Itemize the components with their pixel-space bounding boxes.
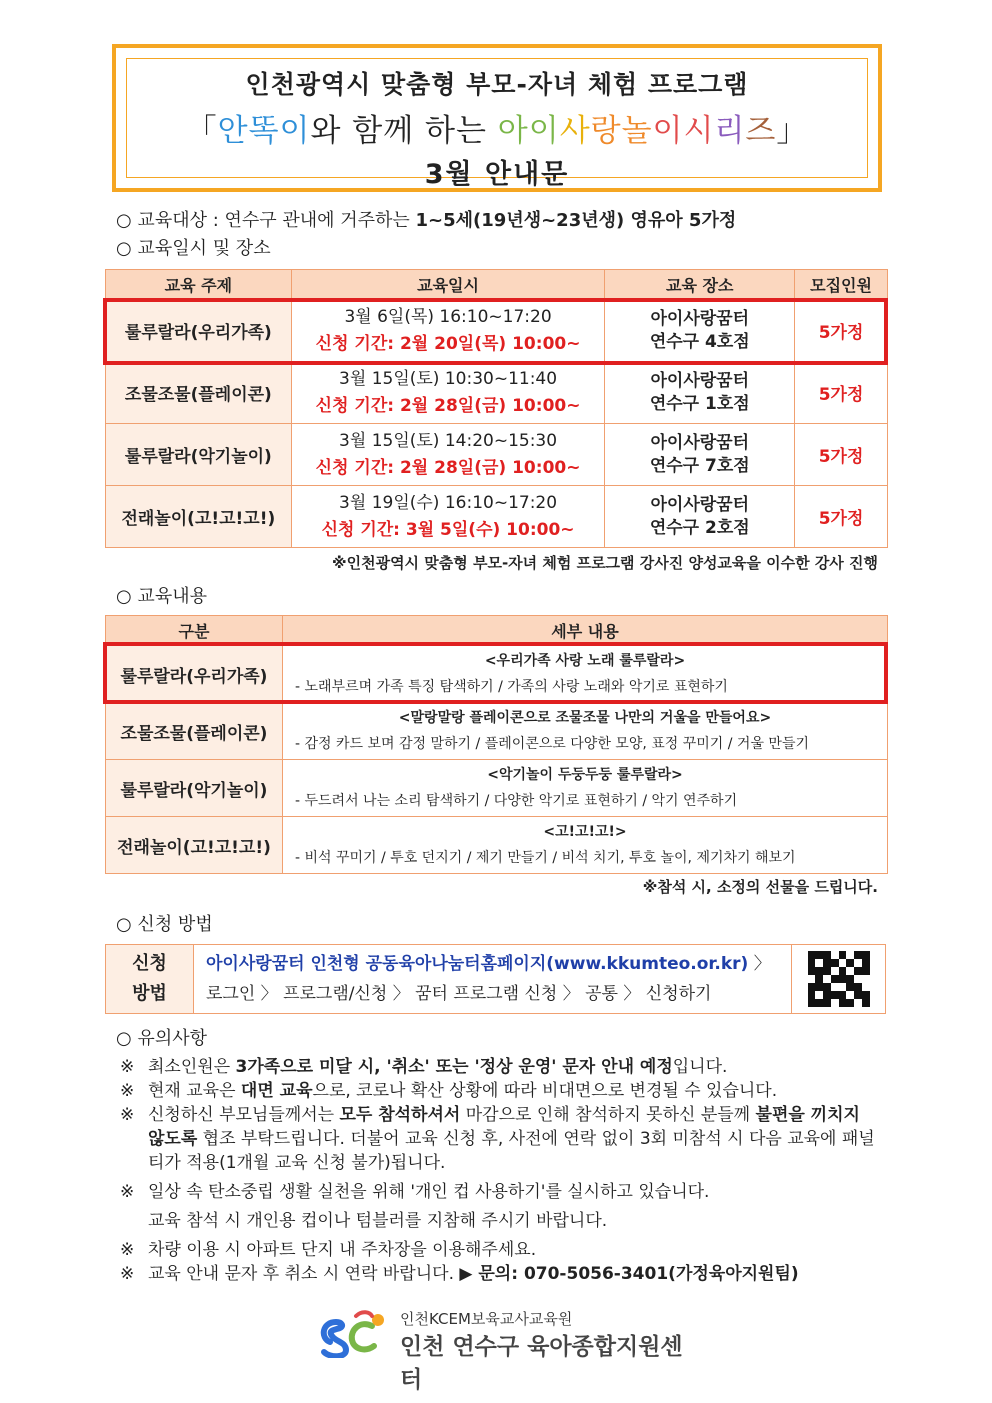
caution-text-bold: 대면 교육	[240, 1081, 313, 1101]
caution-text-part: 교육 안내 문자 후 취소 시 연락 바랍니다.	[148, 1264, 460, 1284]
table-row	[106, 362, 888, 424]
schedule-place-name: 아이사랑꿈터	[650, 494, 750, 515]
title-rainbow-char: 아	[497, 113, 529, 149]
content-detail-cell	[283, 817, 888, 874]
caution-text: 차량 이용 시 아파트 단지 내 주차장을 이용해주세요.	[148, 1240, 537, 1260]
caution-text	[148, 1262, 880, 1286]
schedule-date-cell	[291, 424, 605, 486]
title-close-bracket: 」	[776, 113, 809, 149]
table-row	[106, 703, 888, 760]
note-mark: ※	[120, 1182, 135, 1202]
schedule-header-place: 교육 장소	[605, 270, 795, 300]
title-open-bracket: 「	[185, 113, 218, 149]
qr-code-icon[interactable]	[808, 951, 870, 1007]
apply-line2: 로그인 〉 프로그램/신청 〉 꿈터 프로그램 신청 〉 공통 〉 신청하기	[206, 984, 712, 1004]
list-item	[120, 1209, 880, 1233]
apply-instructions	[194, 945, 792, 1014]
center-logo-icon	[316, 1308, 388, 1358]
title-mascot-name: 안똑이	[217, 113, 311, 149]
content-header-category: 구분	[106, 616, 283, 646]
title-line1: 인천광역시 맞춤형 부모-자녀 체험 프로그램	[245, 70, 749, 99]
target-line	[116, 206, 736, 232]
schedule-date: 3월 15일(토) 14:20~15:30	[339, 430, 558, 451]
content-header-detail: 세부 내용	[283, 616, 888, 646]
list-item	[120, 1055, 880, 1079]
caution-text-part: 협조 부탁드립니다. 더불어 교육 신청 후, 사전에 연락 없이 3회 미참석 시 다음 교육에 패널티가 적용(1개월 교육 신청 불가)됩니다.	[148, 1129, 875, 1173]
note-mark: ※	[120, 1240, 135, 1260]
content-header-row	[106, 616, 888, 646]
schedule-date: 3월 15일(토) 10:30~11:40	[339, 368, 558, 389]
schedule-place-branch: 연수구 2호점	[649, 517, 750, 538]
caution-text-part: 으로, 코로나 확산 상황에 따라 비대면으로 변경될 수 있습니다.	[312, 1081, 778, 1101]
highlight-box-schedule	[103, 298, 888, 365]
schedule-apply-period: 신청 기간: 2월 28일(금) 10:00~	[315, 457, 581, 478]
note-mark: ※	[120, 1105, 135, 1125]
content-topic: 룰루랄라(우리가족)	[106, 646, 283, 703]
schedule-header-count: 모집인원	[795, 270, 888, 300]
schedule-place-branch: 연수구 4호점	[649, 331, 750, 352]
schedule-topic: 조물조물(플레이콘)	[106, 362, 292, 424]
title-box	[112, 44, 882, 192]
content-note: ※참석 시, 소정의 선물을 드립니다.	[642, 878, 878, 896]
apply-label-line2: 방법	[132, 983, 167, 1004]
schedule-count: 5가정	[795, 362, 888, 424]
schedule-place-name: 아이사랑꿈터	[650, 308, 750, 329]
contact-info: ▶ 문의: 070-5056-3401(가정육아지원팀)	[459, 1264, 799, 1284]
caution-text	[148, 1055, 880, 1079]
title-rainbow-char: 랑	[590, 113, 622, 149]
title-line2	[127, 105, 867, 150]
schedule-place-cell	[605, 424, 795, 486]
content-detail-desc: - 노래부르며 가족 특징 탐색하기 / 가족의 사랑 노래와 악기로 표현하기	[295, 679, 728, 695]
caution-text	[148, 1079, 880, 1103]
content-detail-desc: - 감정 카드 보며 감정 말하기 / 플레이콘으로 다양한 모양, 표정 꾸미기 / 거울 만들기	[295, 736, 810, 752]
schedule-place-cell	[605, 362, 795, 424]
list-item	[120, 1238, 880, 1262]
title-middle: 와 함께 하는	[310, 113, 498, 149]
schedule-topic: 룰루랄라(악기놀이)	[106, 424, 292, 486]
content-detail-desc: - 두드려서 나는 소리 탐색하기 / 다양한 악기로 표현하기 / 악기 연주하기	[295, 793, 738, 809]
list-item	[120, 1180, 880, 1204]
content-detail-cell	[283, 703, 888, 760]
title-rainbow-char: 사	[559, 113, 591, 149]
caution-list	[120, 1055, 880, 1286]
content-detail-cell	[283, 760, 888, 817]
target-value: 1~5세(19년생~23년생) 영유아 5가정	[415, 210, 737, 231]
schedule-apply-period: 신청 기간: 2월 20일(목) 10:00~	[315, 333, 581, 354]
content-topic: 룰루랄라(악기놀이)	[106, 760, 283, 817]
schedule-topic: 룰루랄라(우리가족)	[106, 300, 292, 362]
title-line3: 3월 안내문	[424, 159, 570, 190]
caution-text-part: 마감으로 인해 참석하지 못하신 분들께	[460, 1105, 756, 1125]
schedule-header-row	[106, 270, 888, 300]
table-row	[106, 424, 888, 486]
list-item	[120, 1262, 880, 1286]
schedule-header-date: 교육일시	[291, 270, 605, 300]
table-row	[106, 760, 888, 817]
schedule-date: 3월 19일(수) 16:10~17:20	[339, 492, 558, 513]
title-rainbow-char: 즈	[745, 113, 777, 149]
caution-text-part: 신청하신 부모님들께서는	[148, 1105, 340, 1125]
apply-label-line1: 신청	[132, 953, 167, 974]
caution-text: 교육 참석 시 개인용 컵이나 텀블러를 지참해 주시기 바랍니다.	[148, 1211, 608, 1231]
apply-table	[105, 944, 886, 1014]
note-mark: ※	[120, 1264, 135, 1284]
apply-row	[106, 945, 886, 1014]
title-inner-frame	[126, 58, 868, 190]
schedule-apply-period: 신청 기간: 3월 5일(수) 10:00~	[321, 519, 575, 540]
note-mark: ※	[120, 1081, 135, 1101]
schedule-count: 5가정	[795, 300, 888, 362]
schedule-place-branch: 연수구 1호점	[649, 393, 750, 414]
title-rainbow-char: 이	[528, 113, 560, 149]
highlight-box-content	[103, 642, 888, 704]
title-rainbow-char: 시	[683, 113, 715, 149]
apply-website-link[interactable]: 아이사랑꿈터 인천형 공동육아나눔터홈페이지(www.kkumteo.or.kr)	[206, 954, 749, 974]
footer-logo	[316, 1308, 686, 1393]
caution-text-bold: 3가족으로 미달 시, '취소' 또는 '정상 운영' 문자 안내 예정	[235, 1057, 673, 1077]
schedule-place-cell	[605, 486, 795, 548]
content-heading: ○ 교육내용	[116, 586, 207, 607]
caution-text-part: 입니다.	[672, 1057, 728, 1077]
schedule-note: ※인천광역시 맞춤형 부모-자녀 체험 프로그램 강사진 양성교육을 이수한 강사 진행	[332, 554, 878, 572]
caution-text-bold: 모두 참석하셔서	[339, 1105, 461, 1125]
target-label: ○ 교육대상 : 연수구 관내에 거주하는	[116, 210, 416, 231]
content-detail-title: <우리가족 사랑 노래 룰루랄라>	[484, 653, 686, 669]
schedule-header-topic: 교육 주제	[106, 270, 292, 300]
apply-arrow: 〉	[748, 954, 771, 974]
table-row	[106, 486, 888, 548]
content-topic: 전래놀이(고!고!고!)	[106, 817, 283, 874]
qr-code-cell	[792, 945, 886, 1014]
schedule-count: 5가정	[795, 486, 888, 548]
apply-line1	[206, 949, 791, 979]
caution-heading: ○ 유의사항	[116, 1028, 207, 1049]
content-detail-title: <고!고!고!>	[543, 824, 627, 840]
note-mark: ※	[120, 1057, 135, 1077]
caution-text	[148, 1103, 880, 1175]
schedule-count: 5가정	[795, 424, 888, 486]
content-detail-title: <말랑말랑 플레이콘으로 조물조물 나만의 거울을 만들어요>	[398, 710, 772, 726]
title-rainbow-char: 이	[652, 113, 684, 149]
schedule-apply-period: 신청 기간: 2월 28일(금) 10:00~	[315, 395, 581, 416]
list-item	[120, 1103, 880, 1175]
schedule-date-cell	[291, 486, 605, 548]
caution-text: 일상 속 탄소중립 생활 실천을 위해 '개인 컵 사용하기'를 실시하고 있습니다.	[148, 1182, 710, 1202]
schedule-place-name: 아이사랑꿈터	[650, 432, 750, 453]
schedule-heading: ○ 교육일시 및 장소	[116, 238, 271, 259]
footer-main-org: 인천 연수구 육아종합지원센터	[400, 1334, 683, 1393]
content-topic: 조물조물(플레이콘)	[106, 703, 283, 760]
table-row	[106, 817, 888, 874]
schedule-place-branch: 연수구 7호점	[649, 455, 750, 476]
schedule-topic: 전래놀이(고!고!고!)	[106, 486, 292, 548]
footer-sub-org: 인천KCEM보육교사교육원	[400, 1310, 573, 1328]
content-detail-title: <악기놀이 두둥두둥 룰루랄라>	[487, 767, 683, 783]
note-mark-spacer	[120, 1209, 148, 1233]
title-rainbow-char: 놀	[621, 113, 653, 149]
title-rainbow-char: 리	[714, 113, 746, 149]
caution-text-part: 현재 교육은	[148, 1081, 241, 1101]
caution-text-part: 최소인원은	[148, 1057, 236, 1077]
apply-heading: ○ 신청 방법	[116, 914, 213, 935]
content-detail-desc: - 비석 꾸미기 / 투호 던지기 / 제기 만들기 / 비석 치기, 투호 놀이, 제기차기 해보기	[295, 850, 796, 866]
caution-text-bold: 불편을 끼치지 않도록	[148, 1105, 860, 1149]
schedule-date-cell	[291, 362, 605, 424]
schedule-place-name: 아이사랑꿈터	[650, 370, 750, 391]
apply-label	[106, 945, 194, 1014]
list-item	[120, 1079, 880, 1103]
schedule-date: 3월 6일(목) 16:10~17:20	[344, 306, 552, 327]
